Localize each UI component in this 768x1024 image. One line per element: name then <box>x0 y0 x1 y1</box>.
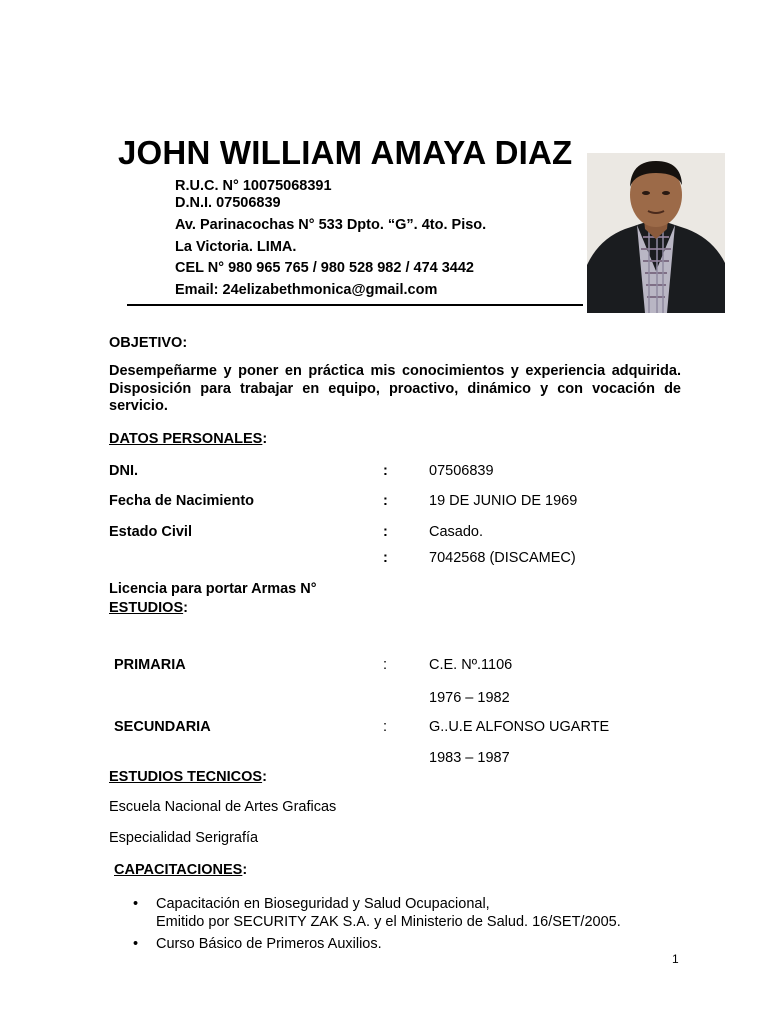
dni-label: DNI. <box>109 463 138 479</box>
capacitaciones-title: CAPACITACIONES <box>114 862 243 878</box>
primaria-separator: : <box>383 657 388 673</box>
header-divider <box>127 304 583 306</box>
fecha-nacimiento-value: 19 DE JUNIO DE 1969 <box>429 493 578 509</box>
estado-civil-separator: : <box>383 524 388 540</box>
secundaria-years: 1983 – 1987 <box>429 750 510 766</box>
fecha-nacimiento-separator: : <box>383 493 388 509</box>
capacitacion-line: Curso Básico de Primeros Auxilios. <box>156 936 382 952</box>
objetivo-text: Desempeñarme y poner en práctica mis conocimientos y experiencia adquirida. Disposición para trabajar en equipo, proactivo, dinámico y con vocación de servicio. <box>109 363 681 414</box>
dni-line: D.N.I. 07506839 <box>175 195 281 211</box>
profile-photo-image <box>587 153 725 313</box>
licencia-label: Licencia para portar Armas N° <box>109 581 317 597</box>
estudios-title: ESTUDIOS <box>109 600 184 616</box>
estudios-tecnicos-school: Escuela Nacional de Artes Graficas <box>109 799 337 815</box>
capacitaciones-list <box>131 895 731 957</box>
list-item <box>131 935 731 953</box>
secundaria-separator: : <box>383 719 388 735</box>
estudios-tecnicos-title: ESTUDIOS TECNICOS <box>109 769 263 785</box>
estudios-tecnicos-heading <box>109 769 267 785</box>
datos-personales-heading <box>109 431 267 447</box>
licencia-separator: : <box>383 550 388 566</box>
address-line: Av. Parinacochas N° 533 Dpto. “G”. 4to. Piso. <box>175 217 487 233</box>
primaria-label: PRIMARIA <box>114 657 186 673</box>
email-line: Email: 24elizabethmonica@gmail.com <box>175 282 438 298</box>
bullet-icon: • <box>133 896 139 912</box>
primaria-school: C.E. Nº.1106 <box>429 657 513 673</box>
capacitaciones-colon: : <box>242 862 248 878</box>
estudios-tecnicos-colon: : <box>262 769 267 785</box>
profile-photo <box>587 153 725 313</box>
list-item <box>131 895 731 931</box>
phone-line: CEL N° 980 965 765 / 980 528 982 / 474 3442 <box>175 260 474 276</box>
objetivo-heading: OBJETIVO: <box>109 335 188 351</box>
city-line: La Victoria. LIMA. <box>175 239 297 255</box>
capacitaciones-heading <box>114 862 247 878</box>
capacitacion-line: Capacitación en Bioseguridad y Salud Ocupacional, <box>156 896 490 912</box>
estado-civil-label: Estado Civil <box>109 524 192 540</box>
secundaria-school: G..U.E ALFONSO UGARTE <box>429 719 610 735</box>
primaria-years: 1976 – 1982 <box>429 690 510 706</box>
estudios-heading <box>109 600 188 616</box>
page-number: 1 <box>672 952 679 966</box>
datos-personales-colon: : <box>262 431 268 447</box>
estado-civil-value: Casado. <box>429 524 484 540</box>
candidate-name: JOHN WILLIAM AMAYA DIAZ <box>118 134 573 171</box>
bullet-icon: • <box>133 936 139 952</box>
dni-separator: : <box>383 463 388 479</box>
secundaria-label: SECUNDARIA <box>114 719 211 735</box>
licencia-value: 7042568 (DISCAMEC) <box>429 550 576 566</box>
fecha-nacimiento-label: Fecha de Nacimiento <box>109 493 255 509</box>
datos-personales-title: DATOS PERSONALES <box>109 431 263 447</box>
ruc-line: R.U.C. N° 10075068391 <box>175 178 332 194</box>
capacitacion-line: Emitido por SECURITY ZAK S.A. y el Ministerio de Salud. 16/SET/2005. <box>156 914 621 930</box>
estudios-tecnicos-specialty: Especialidad Serigrafía <box>109 830 259 846</box>
dni-value: 07506839 <box>429 463 494 479</box>
estudios-colon: : <box>183 600 188 616</box>
